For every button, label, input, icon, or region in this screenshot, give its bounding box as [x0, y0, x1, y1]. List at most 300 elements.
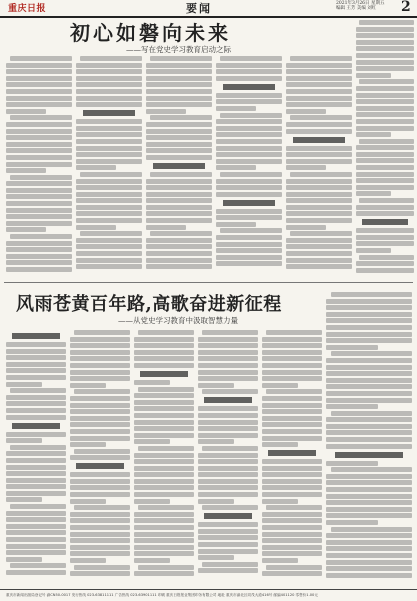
text-line [6, 465, 66, 470]
text-line [146, 63, 212, 68]
text-line [146, 109, 186, 114]
text-line [6, 471, 66, 476]
text-line [262, 363, 322, 368]
text-line [326, 566, 412, 571]
text-line [359, 79, 414, 84]
text-line [326, 378, 412, 383]
text-line [220, 113, 282, 118]
text-line [76, 76, 142, 81]
text-line [134, 433, 194, 438]
text-line [198, 479, 258, 484]
text-line [356, 165, 414, 170]
text-line [326, 398, 412, 403]
text-line [74, 565, 130, 570]
text-line [356, 126, 414, 131]
text-line [359, 198, 414, 203]
text-line [198, 420, 258, 425]
text-line [134, 525, 194, 530]
text-line [6, 395, 66, 400]
article-2-column-4 [198, 330, 258, 586]
text-line [356, 46, 414, 51]
article-1-column-4 [216, 56, 282, 278]
text-line [146, 76, 212, 81]
text-line [198, 535, 258, 540]
text-line [74, 330, 130, 335]
text-line [331, 411, 412, 416]
text-line [70, 545, 130, 550]
text-line [70, 442, 106, 447]
text-line [134, 466, 194, 471]
text-line [6, 484, 66, 489]
text-line [146, 179, 212, 184]
text-line [359, 20, 414, 25]
text-line [216, 215, 282, 220]
text-line [216, 185, 282, 190]
text-line [359, 139, 414, 144]
text-line [6, 155, 72, 160]
text-line [146, 238, 212, 243]
article-2-title: 风雨苍黄百年路,高歌奋进新征程 [16, 294, 282, 315]
text-line [6, 162, 72, 167]
text-line [146, 129, 212, 134]
text-line [70, 337, 130, 342]
text-line [6, 135, 72, 140]
text-line [326, 424, 412, 429]
text-line [262, 525, 322, 530]
text-line [356, 119, 414, 124]
text-line [134, 413, 194, 418]
text-line [326, 358, 412, 363]
text-line [6, 201, 72, 206]
text-line [286, 211, 352, 216]
text-line [326, 345, 378, 350]
text-line [146, 198, 212, 203]
text-line [6, 530, 66, 535]
text-line [262, 466, 322, 471]
text-line [326, 391, 412, 396]
text-line [6, 247, 72, 252]
text-line [146, 264, 212, 269]
text-line [262, 436, 322, 441]
text-line [6, 69, 72, 74]
text-line [262, 429, 322, 434]
text-line [76, 139, 142, 144]
text-line [326, 520, 378, 525]
text-line [326, 461, 378, 466]
subheading-placeholder [223, 200, 276, 206]
text-line [76, 251, 142, 256]
text-line [6, 570, 66, 575]
text-line [134, 571, 194, 576]
text-line [76, 69, 142, 74]
text-line [70, 422, 130, 427]
text-line [70, 363, 130, 368]
text-line [10, 388, 66, 393]
text-line [216, 146, 282, 151]
text-line [76, 264, 142, 269]
text-line [6, 401, 66, 406]
text-line [134, 538, 194, 543]
text-line [6, 122, 72, 127]
text-line [70, 558, 106, 563]
text-line [150, 172, 212, 177]
page-number: 2 [401, 0, 411, 15]
text-line [331, 467, 412, 472]
article-divider [4, 282, 413, 283]
text-line [216, 119, 282, 124]
article-2-column-3 [134, 330, 194, 586]
text-line [70, 409, 130, 414]
text-line [134, 512, 194, 517]
text-line [10, 445, 66, 450]
text-line [6, 362, 66, 367]
text-line [6, 368, 66, 373]
text-line [10, 563, 66, 568]
text-line [356, 40, 414, 45]
text-line [202, 330, 258, 335]
text-line [6, 451, 66, 456]
text-line [326, 533, 412, 538]
text-line [146, 225, 186, 230]
text-line [356, 93, 414, 98]
text-line [262, 538, 322, 543]
text-line [6, 260, 72, 265]
text-line [216, 93, 282, 98]
text-line [198, 555, 234, 560]
subheading-placeholder [204, 513, 252, 519]
text-line [216, 69, 282, 74]
text-line [76, 159, 142, 164]
subheading-placeholder [223, 84, 276, 90]
text-line [10, 234, 72, 239]
text-line [216, 106, 256, 111]
text-line [266, 330, 322, 335]
text-line [331, 527, 412, 532]
text-line [6, 524, 66, 529]
text-line [6, 194, 72, 199]
text-line [134, 558, 170, 563]
text-line [76, 82, 142, 87]
subheading-placeholder [153, 163, 206, 169]
text-line [70, 429, 130, 434]
text-line [286, 152, 352, 157]
text-line [216, 126, 282, 131]
text-line [76, 185, 142, 190]
subheading-placeholder [362, 219, 408, 225]
text-line [326, 299, 412, 304]
text-line [356, 205, 414, 210]
text-line [146, 251, 212, 256]
text-line [356, 158, 414, 163]
text-line [150, 231, 212, 236]
text-line [356, 248, 391, 253]
text-line [134, 380, 170, 385]
text-line [286, 63, 352, 68]
text-line [286, 225, 326, 230]
text-line [326, 474, 412, 479]
text-line [76, 126, 142, 131]
text-line [356, 99, 414, 104]
text-line [290, 56, 352, 61]
text-line [6, 129, 72, 134]
text-line [6, 148, 72, 153]
text-line [262, 485, 322, 490]
text-line [216, 159, 282, 164]
text-line [6, 89, 72, 94]
text-line [6, 478, 66, 483]
text-line [262, 350, 322, 355]
text-line [146, 192, 212, 197]
text-line [146, 155, 212, 160]
text-line [76, 63, 142, 68]
text-line [198, 370, 258, 375]
text-line [356, 60, 414, 65]
text-line [198, 350, 258, 355]
text-line [146, 102, 212, 107]
text-line [6, 408, 66, 413]
text-line [70, 376, 130, 381]
text-line [6, 267, 72, 272]
text-line [146, 211, 212, 216]
text-line [286, 244, 352, 249]
text-line [356, 268, 414, 273]
text-line [6, 208, 72, 213]
text-line [6, 438, 42, 443]
text-line [262, 459, 322, 464]
text-line [6, 550, 66, 555]
text-line [216, 235, 282, 240]
text-line [70, 571, 130, 576]
text-line [6, 458, 66, 463]
text-line [138, 565, 194, 570]
text-line [356, 241, 414, 246]
text-line [76, 244, 142, 249]
text-line [326, 325, 412, 330]
text-line [134, 545, 194, 550]
text-line [216, 99, 282, 104]
text-line [198, 522, 258, 527]
text-line [198, 485, 258, 490]
section-title: 要闻 [186, 2, 212, 15]
text-line [198, 433, 258, 438]
text-line [216, 165, 256, 170]
text-line [134, 343, 194, 348]
text-line [220, 56, 282, 61]
text-line [198, 472, 258, 477]
text-line [262, 416, 322, 421]
text-line [70, 356, 130, 361]
text-line [134, 356, 194, 361]
text-line [356, 53, 414, 58]
text-line [198, 356, 258, 361]
article-2-column-2 [70, 330, 130, 586]
text-line [70, 403, 130, 408]
text-line [216, 255, 282, 260]
subheading-placeholder [76, 463, 124, 469]
text-line [6, 181, 72, 186]
text-line [134, 492, 194, 497]
text-line [262, 343, 322, 348]
text-line [6, 355, 66, 360]
text-line [262, 356, 322, 361]
text-line [356, 132, 391, 137]
text-line [6, 415, 66, 420]
subheading-placeholder [83, 110, 136, 116]
text-line [6, 221, 72, 226]
text-line [216, 192, 282, 197]
text-line [134, 363, 194, 368]
text-line [198, 549, 258, 554]
text-line [262, 518, 322, 523]
text-line [326, 560, 412, 565]
text-line [70, 525, 130, 530]
text-line [6, 382, 42, 387]
text-line [138, 505, 194, 510]
text-line [70, 518, 130, 523]
text-line [6, 227, 46, 232]
text-line [356, 112, 414, 117]
text-line [76, 152, 142, 157]
text-line [138, 446, 194, 451]
article-2-subtitle: ——从党史学习教育中汲取智慧力量 [118, 316, 238, 325]
text-line [10, 504, 66, 509]
text-line [326, 480, 412, 485]
text-line [134, 472, 194, 477]
text-line [198, 406, 258, 411]
text-line [134, 393, 194, 398]
text-line [6, 168, 46, 173]
text-line [266, 565, 322, 570]
text-line [6, 241, 72, 246]
text-line [76, 179, 142, 184]
text-line [134, 518, 194, 523]
text-line [76, 205, 142, 210]
text-line [6, 342, 66, 347]
text-line [70, 479, 130, 484]
text-line [134, 499, 170, 504]
text-line [150, 56, 212, 61]
text-line [262, 422, 322, 427]
article-1-column-5 [286, 56, 352, 278]
text-line [216, 261, 282, 266]
text-line [326, 546, 412, 551]
text-line [198, 363, 258, 368]
text-line [134, 485, 194, 490]
text-line [202, 505, 258, 510]
text-line [146, 89, 212, 94]
text-line [262, 442, 298, 447]
subheading-placeholder [293, 137, 346, 143]
text-line [74, 505, 130, 510]
text-line [146, 82, 212, 87]
text-line [6, 76, 72, 81]
text-line [326, 404, 378, 409]
text-line [216, 248, 282, 253]
text-line [70, 416, 130, 421]
article-2-column-6 [326, 292, 412, 586]
text-line [262, 337, 322, 342]
text-line [356, 228, 414, 233]
text-line [286, 96, 352, 101]
text-line [198, 376, 258, 381]
text-line [198, 453, 258, 458]
text-line [198, 439, 234, 444]
text-line [266, 389, 322, 394]
text-line [6, 214, 72, 219]
text-line [266, 505, 322, 510]
text-line [356, 152, 414, 157]
text-line [216, 132, 282, 137]
text-line [150, 115, 212, 120]
editor-line: 编辑 王芳 美编 刘红 [336, 6, 377, 11]
text-line [198, 426, 258, 431]
subheading-placeholder [12, 333, 60, 339]
text-line [262, 558, 298, 563]
text-line [331, 351, 412, 356]
text-line [326, 312, 412, 317]
text-line [326, 573, 412, 578]
text-line [76, 192, 142, 197]
text-line [198, 529, 258, 534]
text-line [286, 129, 352, 134]
text-line [6, 102, 72, 107]
subheading-placeholder [140, 371, 188, 377]
text-line [76, 225, 116, 230]
text-line [326, 437, 412, 442]
text-line [70, 532, 130, 537]
text-line [326, 384, 412, 389]
text-line [286, 89, 352, 94]
text-line [216, 139, 282, 144]
text-line [216, 63, 282, 68]
text-line [286, 238, 352, 243]
text-line [134, 350, 194, 355]
subheading-placeholder [268, 450, 316, 456]
text-line [286, 165, 326, 170]
text-line [134, 420, 194, 425]
text-line [76, 218, 142, 223]
text-line [356, 73, 391, 78]
text-line [356, 185, 414, 190]
text-line [6, 557, 42, 562]
text-line [146, 122, 212, 127]
text-line [76, 146, 142, 151]
text-line [286, 122, 352, 127]
text-line [326, 553, 412, 558]
text-line [290, 172, 352, 177]
text-line [146, 96, 212, 101]
text-line [262, 409, 322, 414]
text-line [134, 426, 194, 431]
text-line [134, 453, 194, 458]
subheading-placeholder [204, 397, 252, 403]
text-line [356, 178, 414, 183]
text-line [356, 261, 414, 266]
text-line [286, 258, 352, 263]
text-line [146, 258, 212, 263]
text-line [76, 238, 142, 243]
text-line [70, 485, 130, 490]
text-line [146, 218, 212, 223]
text-line [286, 205, 352, 210]
text-line [262, 571, 322, 576]
text-line [198, 466, 258, 471]
text-line [216, 222, 256, 227]
text-line [262, 403, 322, 408]
text-line [326, 417, 412, 422]
text-line [262, 472, 322, 477]
text-line [6, 517, 66, 522]
